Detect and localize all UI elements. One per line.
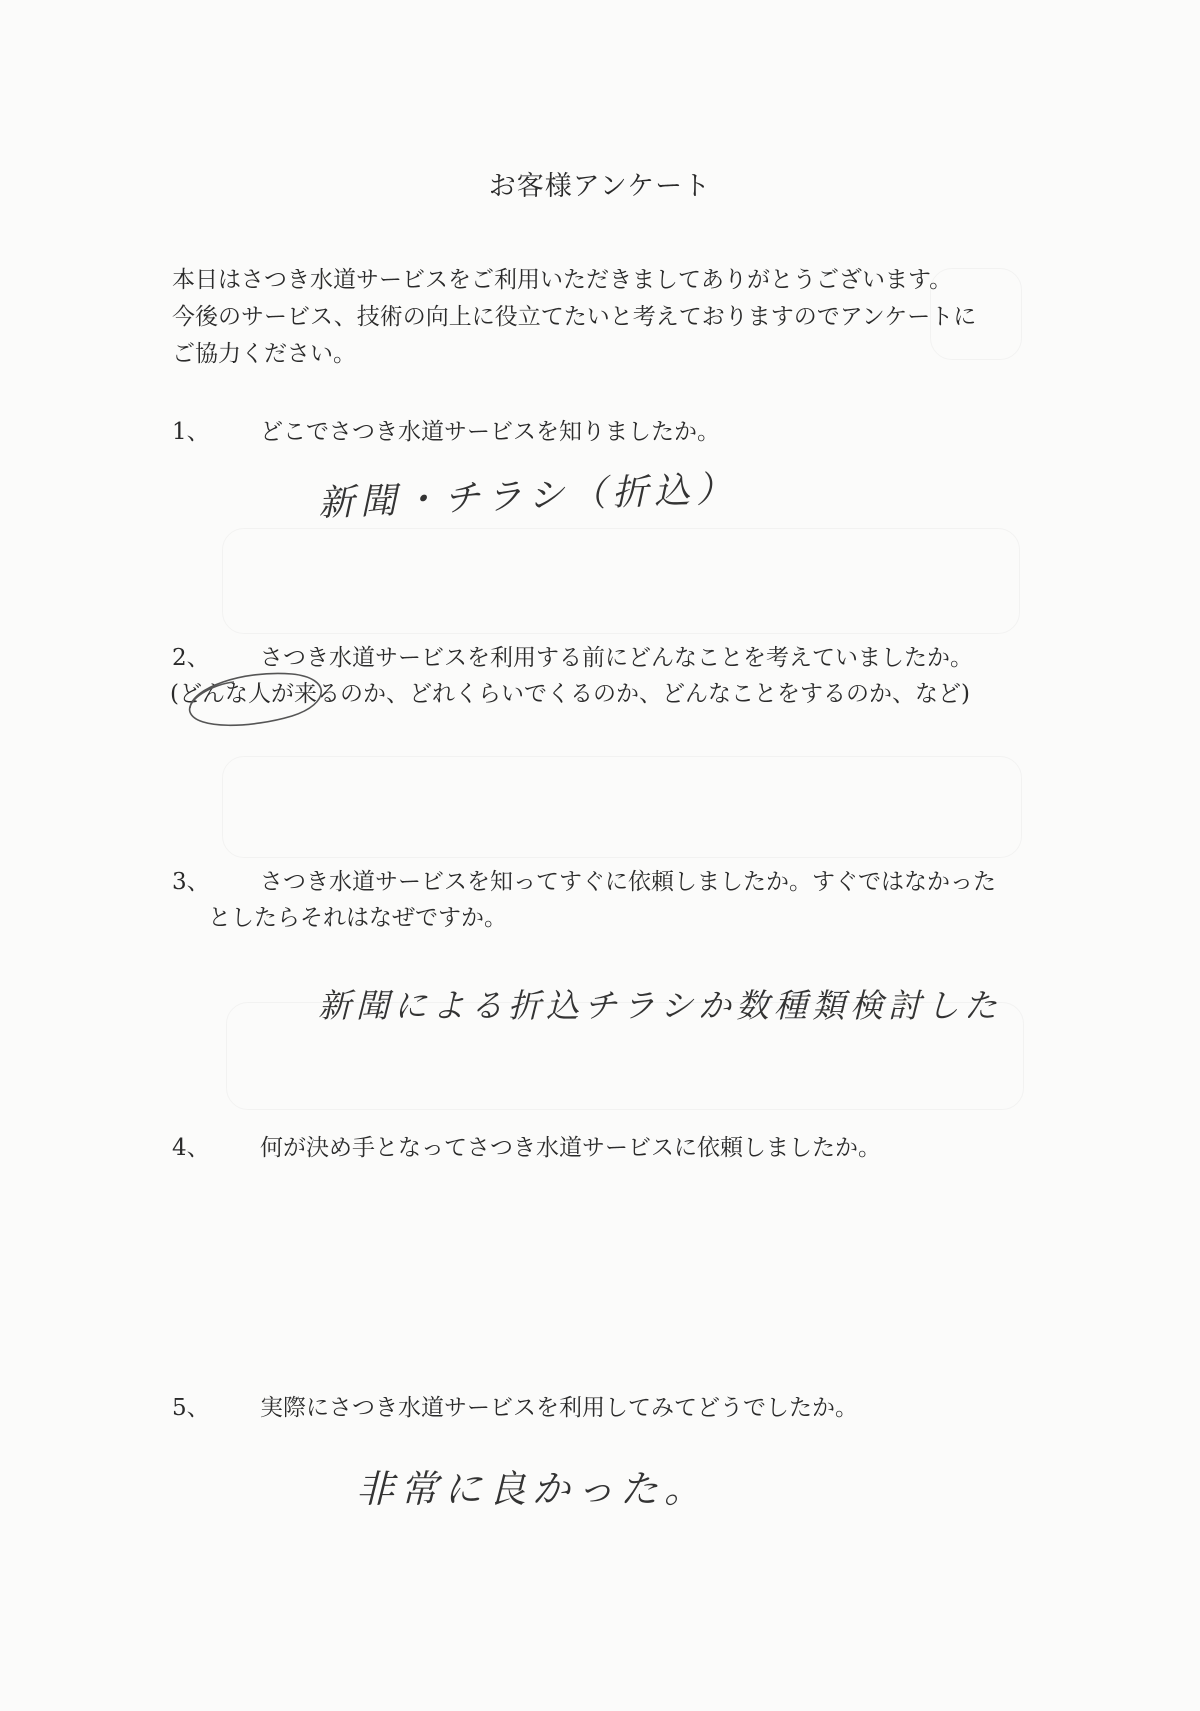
question-number: 2、 [172,645,210,671]
question-text: (どんな人が来るのか、どれくらいでくるのか、どんなことをするのか、など) [170,681,970,707]
answer-1-handwriting: 新聞・チラシ（折込） [317,468,739,525]
question-text: 何が決め手となってさつき水道サービスに依頼しましたか。 [260,1135,881,1161]
intro-text [172,262,1092,373]
question-text: としたらそれはなぜですか。 [208,905,507,931]
question-number: 4、 [172,1135,210,1161]
question-5 [172,1390,858,1426]
question-3 [172,864,996,936]
show-through-box [222,528,1020,634]
answer-5-handwriting: 非常に良かった。 [356,1467,709,1511]
intro-line: 本日はさつき水道サービスをご利用いただきましてありがとうございます。 [172,267,953,293]
question-text: 実際にさつき水道サービスを利用してみてどうでしたか。 [260,1395,858,1421]
answer-3-handwriting: 新聞による折込チラシか数種類検討した [318,986,1002,1025]
intro-line: 今後のサービス、技術の向上に役立てたいと考えておりますのでアンケートに [172,304,977,330]
question-text: さつき水道サービスを知ってすぐに依頼しましたか。すぐではなかった [260,869,996,895]
question-text: どこでさつき水道サービスを知りましたか。 [260,419,720,445]
question-1 [172,414,720,450]
show-through-box [222,756,1022,858]
question-text: さつき水道サービスを利用する前にどんなことを考えていましたか。 [260,645,973,671]
question-4 [172,1130,881,1166]
question-number: 1、 [172,419,210,445]
question-number: 3、 [172,869,210,895]
hand-drawn-circle-mark [182,664,332,730]
intro-line: ご協力ください。 [172,341,356,367]
page-title: お客様アンケート [488,171,712,202]
question-number: 5、 [172,1395,210,1421]
